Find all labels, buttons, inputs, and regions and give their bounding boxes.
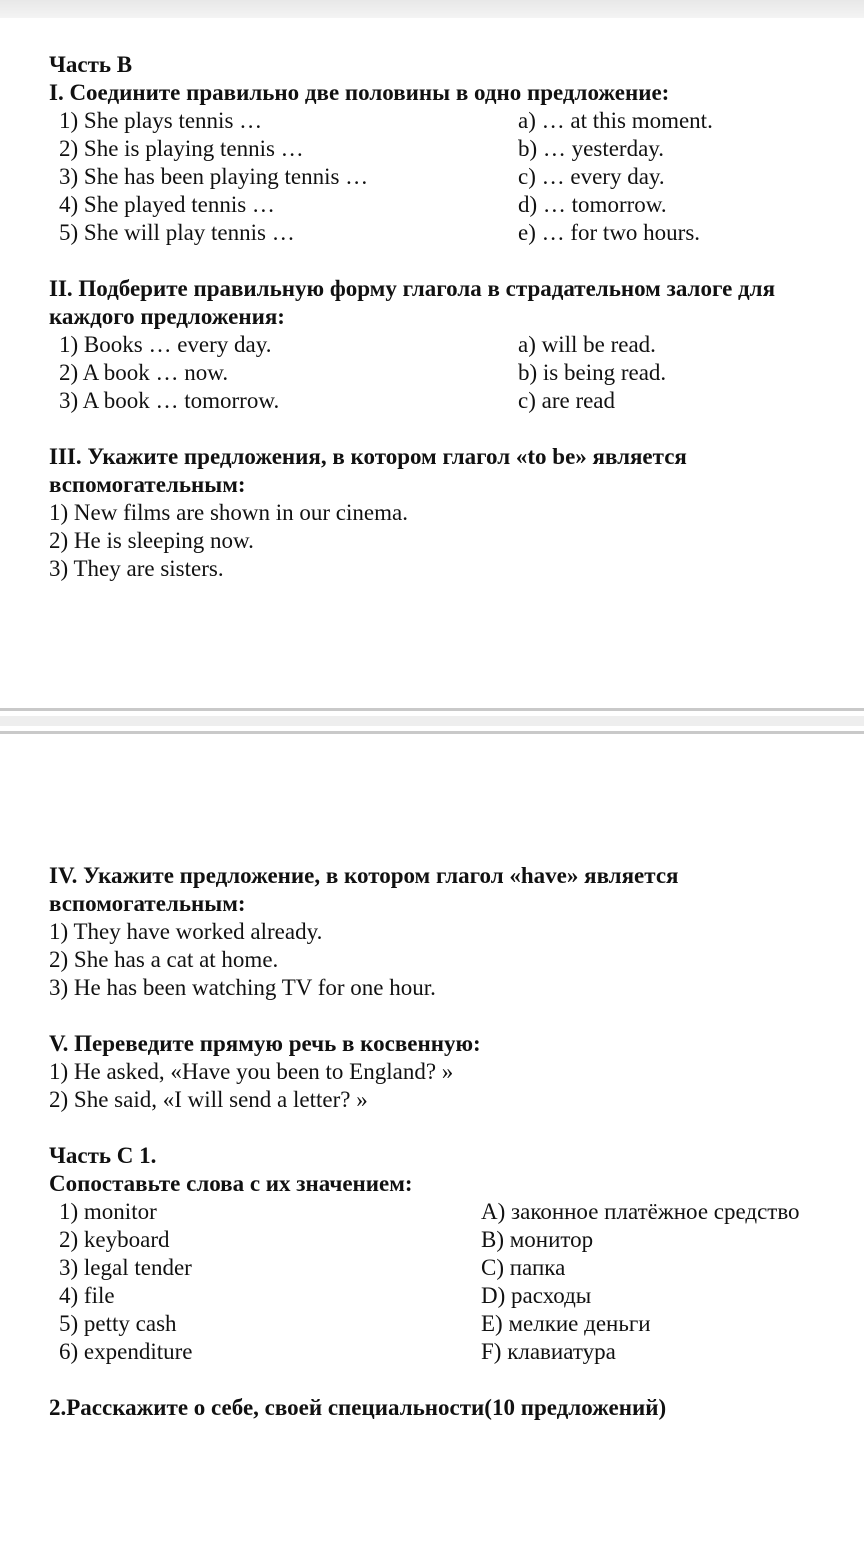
list-item: 3) She has been playing tennis … <box>59 164 369 189</box>
option-item: D) расходы <box>481 1283 592 1308</box>
list-item: 1) New films are shown in our cinema. <box>49 500 408 525</box>
list-item: 3) They are sisters. <box>49 556 224 581</box>
list-item: 4) She played tennis … <box>59 192 275 217</box>
list-item: 1) They have worked already. <box>49 919 323 944</box>
option-item: B) монитор <box>481 1227 594 1252</box>
list-item: 2) keyboard <box>59 1227 170 1252</box>
section-4-heading: IV. Укажите предложение, в котором глагол «have» является <box>49 863 679 888</box>
option-item: b) is being read. <box>518 360 667 385</box>
option-item: b) … yesterday. <box>518 136 665 161</box>
list-item: 4) file <box>59 1283 115 1308</box>
section-2-heading-cont: каждого предложения: <box>49 304 285 329</box>
list-item: 3) He has been watching TV for one hour. <box>49 975 436 1000</box>
list-item: 3) legal tender <box>59 1255 192 1280</box>
section-2-heading: II. Подберите правильную форму глагола в страдательном залоге для <box>49 276 776 301</box>
list-item: 2) She said, «I will send a letter? » <box>49 1087 368 1112</box>
section-3-heading-cont: вспомогательным: <box>49 472 246 497</box>
option-item: a) … at this moment. <box>518 108 713 133</box>
list-item: 2) A book … now. <box>59 360 229 385</box>
list-item: 5) petty cash <box>59 1311 177 1336</box>
list-item: 2) She has a cat at home. <box>49 947 279 972</box>
option-item: a) will be read. <box>518 332 656 357</box>
list-item: 1) She plays tennis … <box>59 108 263 133</box>
part-c-heading: Сопоставьте слова с их значением: <box>49 1171 413 1196</box>
list-item: 1) monitor <box>59 1199 157 1224</box>
list-item: 2) He is sleeping now. <box>49 528 254 553</box>
option-item: c) are read <box>518 388 616 413</box>
option-item: e) … for two hours. <box>518 220 701 245</box>
task-2-heading: 2.Расскажите о себе, своей специальности(10 предложений) <box>49 1395 667 1420</box>
option-item: A) законное платёжное средство <box>481 1199 800 1224</box>
option-item: d) … tomorrow. <box>518 192 667 217</box>
list-item: 5) She will play tennis … <box>59 220 295 245</box>
option-item: F) клавиатура <box>481 1339 616 1364</box>
page-break-divider <box>0 708 864 734</box>
list-item: 2) She is playing tennis … <box>59 136 304 161</box>
option-item: c) … every day. <box>518 164 665 189</box>
section-3-heading: III. Укажите предложения, в котором глагол «to be» является <box>49 444 687 469</box>
list-item: 6) expenditure <box>59 1339 193 1364</box>
top-scroll-bar <box>0 0 864 18</box>
part-c-title: Часть С 1. <box>49 1143 157 1168</box>
list-item: 3) A book … tomorrow. <box>59 388 280 413</box>
option-item: E) мелкие деньги <box>481 1311 651 1336</box>
list-item: 1) He asked, «Have you been to England? » <box>49 1059 454 1084</box>
list-item: 1) Books … every day. <box>59 332 272 357</box>
option-item: C) папка <box>481 1255 566 1280</box>
section-1-heading: I. Соедините правильно две половины в одно предложение: <box>49 80 670 105</box>
section-5-heading: V. Переведите прямую речь в косвенную: <box>49 1031 481 1056</box>
part-b-title: Часть В <box>49 52 133 77</box>
section-4-heading-cont: вспомогательным: <box>49 891 246 916</box>
